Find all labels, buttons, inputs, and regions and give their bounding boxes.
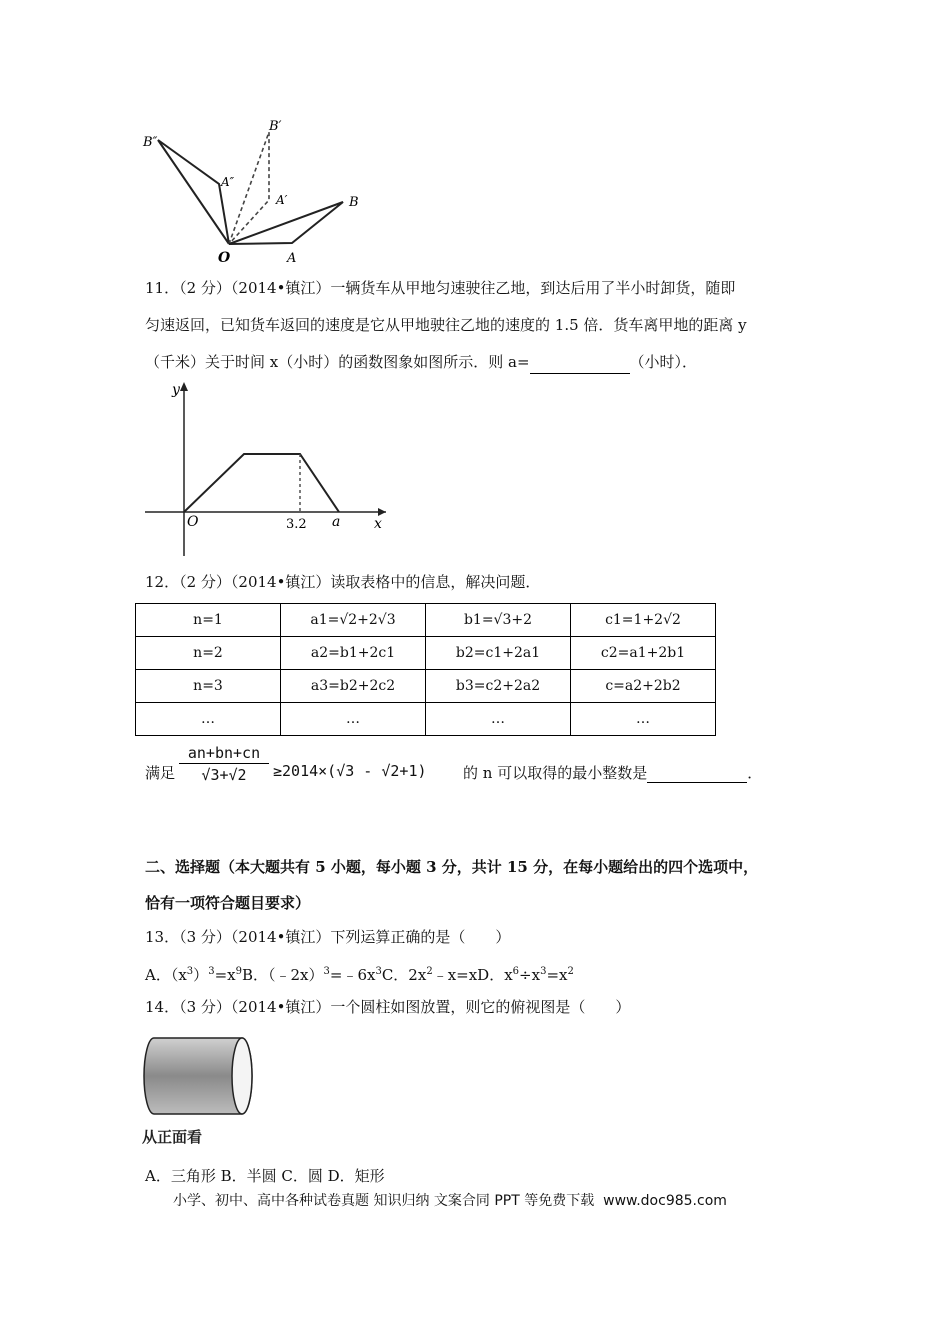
tick-label-3.2: 3.2 (286, 517, 307, 532)
q11-answer-blank (530, 351, 630, 374)
condition-suffix (463, 762, 762, 783)
q11-line3-suffix: （小时）． (629, 353, 698, 371)
q13-stem: 13．（3 分）（2014•镇江）下列运算正确的是（ ） (145, 928, 511, 946)
section2-heading-line1: 二、选择题（本大题共有 5 小题，每小题 3 分，共计 15 分，在每小题给出的四个选项中， (145, 858, 759, 876)
rotation-figure (135, 110, 375, 270)
q11-line2: 匀速返回，已知货车返回的速度是它从甲地驶往乙地的速度的 1.5 倍．货车离甲地的距离 y (145, 316, 747, 334)
y-axis-label: y (172, 382, 180, 398)
sequence-table (135, 603, 716, 736)
table-cell: b1=√3+2 (426, 604, 571, 637)
polygon-OAB (229, 202, 343, 244)
table-row (136, 703, 716, 736)
label-B2: B″ (143, 135, 158, 150)
table-cell: … (426, 703, 571, 736)
footer-text: 小学、初中、高中各种试卷真题 知识归纳 文案合同 PPT 等免费下载 (173, 1193, 595, 1209)
table-cell: … (281, 703, 426, 736)
q12-answer-blank (647, 764, 747, 783)
label-B: B (349, 195, 359, 210)
q11-line3 (145, 351, 697, 374)
q11-line1: 11．（2 分）（2014•镇江）一辆货车从甲地匀速驶往乙地，到达后用了半小时卸货，随即 (145, 279, 736, 297)
table-row (136, 604, 716, 637)
label-A: A (287, 251, 297, 266)
q11-line3-text: （千米）关于时间 x（小时）的函数图象如图所示．则 a= (145, 353, 530, 371)
x-axis-label: x (374, 516, 382, 532)
q14-options: A．三角形 B．半圆 C．圆 D．矩形 (145, 1167, 385, 1185)
q11-function-graph (140, 378, 390, 560)
table-cell: a2=b1+2c1 (281, 637, 426, 670)
table-cell: b2=c1+2a1 (426, 637, 571, 670)
table-cell: a1=√2+2√3 (281, 604, 426, 637)
q12-line1: 12．（2 分）（2014•镇江）读取表格中的信息，解决问题． (145, 573, 541, 591)
q14-stem: 14．（3 分）（2014•镇江）一个圆柱如图放置，则它的俯视图是（ ） (145, 998, 631, 1016)
label-A2: A″ (221, 175, 235, 189)
polygon-OA2B2 (158, 140, 229, 244)
table-cell: c2=a1+2b1 (571, 637, 716, 670)
function-line (184, 454, 339, 512)
table-cell: b3=c2+2a2 (426, 670, 571, 703)
tick-label-a: a (332, 514, 341, 530)
fraction-numerator: an+bn+cn (179, 744, 269, 764)
table-cell: c=a2+2b2 (571, 670, 716, 703)
label-B1: B′ (269, 119, 282, 134)
table-cell: … (571, 703, 716, 736)
section2-heading-line2: 恰有一项符合题目要求） (145, 894, 311, 912)
fraction-denominator: √3+√2 (201, 766, 247, 784)
table-cell: a3=b2+2c2 (281, 670, 426, 703)
label-A1: A′ (276, 193, 288, 207)
table-cell: n=1 (136, 604, 281, 637)
x-axis-arrow (378, 508, 386, 516)
polygon-OA1B1 (229, 132, 269, 244)
condition-rhs: ≥2014×(√3 - √2+1) (273, 762, 427, 780)
condition-fraction (179, 744, 269, 784)
cylinder-end (232, 1038, 252, 1114)
footer (173, 1190, 727, 1210)
condition-end: ． (747, 764, 763, 782)
cylinder-caption: 从正面看 (142, 1128, 203, 1146)
table-cell: n=3 (136, 670, 281, 703)
q13-options: A．$(x^3)^3=x^9B$．$(﹣2x)^3=﹣6x^3C$．$2x^2﹣x=xD$．$x^6\div x^3=x^2$ (145, 966, 574, 984)
origin-label: O (187, 514, 199, 530)
condition-suffix-text: 的 n 可以取得的最小整数是 (463, 764, 648, 782)
label-O: O (218, 250, 231, 266)
table-row (136, 637, 716, 670)
condition-prefix: 满足 (145, 764, 176, 782)
table-cell: n=2 (136, 637, 281, 670)
table-cell: c1=1+2√2 (571, 604, 716, 637)
cylinder-figure (140, 1034, 260, 1124)
footer-url[interactable]: www.doc985.com (603, 1193, 727, 1209)
table-cell: … (136, 703, 281, 736)
table-row (136, 670, 716, 703)
y-axis-arrow (180, 382, 188, 391)
